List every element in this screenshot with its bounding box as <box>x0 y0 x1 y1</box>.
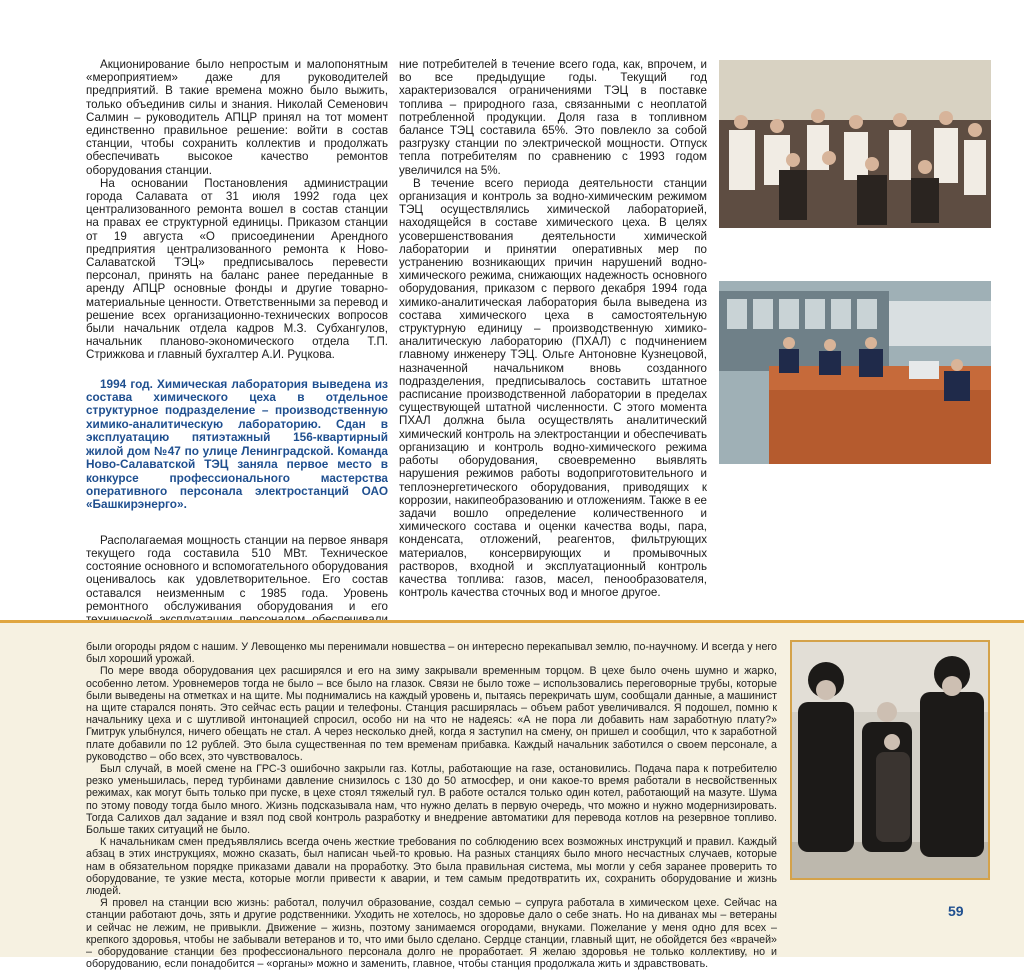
memoir-text <box>86 641 777 970</box>
section-divider <box>0 620 1024 623</box>
paragraph: Акционирование было непростым и малопонятным «мероприятием» даже для руководителей предприятий. В такие времена можно было выжить, только объединив силы и знания. Николай Семенович Салмин – руководитель АПЦР принял на тот момент единственно правильное решение: войти в состав станции, чтобы сохранить коллектив и продолжать обеспечивать высокое качество ремонтов оборудования станции. <box>86 58 388 177</box>
photo-lab-staff-group <box>719 60 991 228</box>
photo-family-winter <box>790 640 990 880</box>
paragraph: были огороды рядом с нашим. У Левощенко мы перенимали новшества – он интересно перекапывал землю, по-научному. И всегда у него был хороший урожай. <box>86 641 777 666</box>
paragraph: В течение всего периода деятельности станции организация и контроль за водно-химическим режимом ТЭЦ осуществлялись химической лабораторией, находящейся в составе химического цеха. В целях усовершенствования деятельности химической лаборатории и принятии оперативных мер по устранению возникающих причин нарушений водно-химического режима, снижающих надежность основного оборудования, приказом с первого декабря 1994 года химико-аналитическая лаборатория была выведена из состава химического цеха в самостоятельную структурную единицу – производственную химико-аналитическую лабораторию (ПХАЛ) с подчинением главному инженеру ТЭЦ. Ольге Антоновне Кузнецовой, назначенной начальником вновь созданного подразделения, предписывалось составить штатное расписание производственной лаборатории в пределах существующей штатной численности. С этого момента ПХАЛ должна была осуществлять аналитический химический контроль на электростанции и обеспечивать организацию и контроль водно-химического режима работы оборудования, своевременно выявлять нарушения режимов работы водоприготовительного и теплоэнергетического оборудования, приводящих к коррозии, накипеобразованию и отложениям. Также в ее задачи вошло определение количественного и химического состава и оценки качества воды, пара, конденсата, отложений, реагентов, фильтрующих материалов, консервирующих и промывочных растворов, входной и эксплуатационный контроль качества топлива: газов, масел, пенообразователя, контроль качества сточных вод и многое другое. <box>399 176 707 600</box>
text-column-middle <box>399 58 707 599</box>
photo-control-room <box>719 281 991 464</box>
paragraph: По мере ввода оборудования цех расширялся и его на зиму закрывали временным торцом. В цехе было очень шумно и жарко, особенно летом. Уровнемеров тогда не было – все было на глазок. Связи не было тоже – использовались переговорные трубы, которые были выведены на отметках и на щите. Мы поднимались на каждый уровень и, пытаясь перекричать шум, сообщали данные, а машинист на щите старался понять. Это сейчас есть рации и телефоны. Станция расширялась – объем работ увеличивался. Я подошел, помню к начальнику цеха и с шутливой интонацией спросил, особо ни на что не надеясь: «А не пора ли добавить нам заработную плату?» Гмитрук улыбнулся, ничего обещать не стал. А через несколько дней, когда я заступил на смену, он пришел и сообщил, что к заработной плате добавили по 12 рублей. Это была существенная по тем временам прибавка. Каждый начальник заботился о своем персонале, а руководство – обо всех, это чувствовалось. <box>86 665 777 763</box>
paragraph: Располагаемая мощность станции на первое января текущего года составила 510 МВт. Техническое состояние основного и вспомогательного оборудования оценивалось как удовлетворительное. Его состав оставался неизменным с 1985 года. Уровень ремонтного обслуживания оборудования и его <box>86 533 388 613</box>
paragraph: ние потребителей в течение всего года, как, впрочем, и во все предыдущие годы. Текущий год характеризовался ограничениями ТЭЦ в поставке топлива – природного газа, связанными с неоплатой потребленной продукции. Доля газа в топливном балансе ТЭЦ составила 65%. Это повлекло за собой разгрузку станции по электрической мощности. Отпуск тепла потребителям по сравнению с 1993 годом увеличился на 5%. <box>399 58 707 177</box>
page-number: 59 <box>948 903 964 919</box>
highlight-paragraph: 1994 год. Химическая лаборатория выведена из состава химического цеха в отдельное структурное подразделение – производственную химико-аналитическую лабораторию. Сдан в эксплуатацию пятиэтажный 156-квартирный жилой дом №47 по улице Ленинградской. Команда Ново-Салаватской ТЭЦ заняла первое место в конкурсе профессионального мастерства оперативного персонала электростанций ОАО «Башкирэнерго». <box>86 376 388 512</box>
paragraph: К начальникам смен предъявлялись всегда очень жесткие требования по соблюдению всех возможных инструкций и правил. Каждый абзац в этих инструкциях, можно сказать, был написан чьей-то кровью. На разных станциях было много несчастных случаев, которые нам в обязательном порядке приказами давали на проработку. Это была правильная система, мы могли у себя заранее проверить то оборудование, те узкие места, которые могли привести к аварии, и тем самым предотвратить их, сохранить оборудование и жизнь людей. <box>86 836 777 898</box>
paragraph: На основании Постановления администрации города Салавата от 31 июля 1992 года цех централизованного ремонта вошел в состав станции на правах ее структурной единицы. Приказом станции от 19 августа «О присоединении Арендного предприятия централизованного ремонта к Ново-Салаватской ТЭЦ» предписывалось перевести персонал, принять на баланс ранее переданные в аренду АПЦР основные фонды и другие товарно-материальные ценности. Ответственными за перевод и решение всех организационно-технических вопросов были начальник отдела кадров М.З. Субхангулов, начальник планово-экономического отдела Т.П. Стрижкова и главный бухгалтер А.И. Руцкова. <box>86 176 388 362</box>
text-column-left <box>86 58 388 639</box>
paragraph: Был случай, в моей смене на ГРС-3 ошибочно закрыли газ. Котлы, работающие на газе, остановились. Подача пара к потребителю резко уменьшилась, перед турбинами давление снизилось с 130 до 50 атмосфер, и они какое-то время работали в несвойственных режимах, как могут быть только при пуске, в цехе стоял тяжелый гул. В работе остался только один котел, работающий на мазуте. Шума по этому поводу тогда было много. Жизнь подсказывала нам, что нужно делать в первую очередь, что можно и нужно модернизировать. Тогда Салихов дал задание и взял под свой контроль разработку и внедрение автоматики для перевода котлов на резервное топливо. Больше таких ситуаций не было. <box>86 763 777 837</box>
paragraph: Я провел на станции всю жизнь: работал, получил образование, создал семью – супруга работала в химическом цехе. Сейчас на станции работают дочь, зять и другие родственники. Уходить не хотелось, но здоровье дало о себе знать. Но на диванах мы – ветераны и сейчас не лежим, не привыкли. Движение – жизнь, поэтому занимаемся огородами, внуками. Пожелание у меня одно для всех – крепкого здоровья, чтобы не забывали ветеранов и то, что ими было сделано. Сердце станции, главный щит, не обойдется без «врачей» – оборудование станции без профессионального персонала долго не проработает. Я желаю здоровья не только коллективу, но и оборудованию, если понадобится – «органы» можно и заменить, главное, чтобы станция продолжала жить и здравствовать. <box>86 897 777 970</box>
